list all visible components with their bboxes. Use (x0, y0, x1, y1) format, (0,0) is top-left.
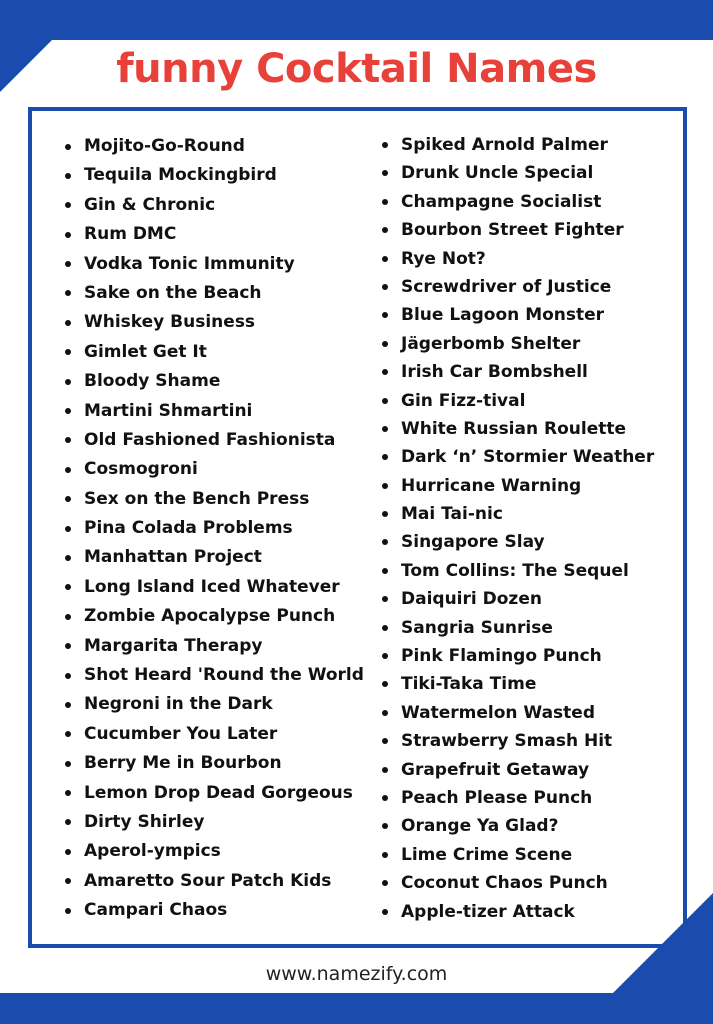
list-item: Long Island Iced Whatever (65, 573, 364, 602)
list-item: Old Fashioned Fashionista (65, 426, 364, 455)
list-item: Tequila Mockingbird (65, 161, 364, 190)
list-item: Spiked Arnold Palmer (382, 131, 654, 159)
list-item: Aperol-ympics (65, 837, 364, 866)
list-item: Tom Collins: The Sequel (382, 557, 654, 585)
list-item: Peach Please Punch (382, 784, 654, 812)
list-item: Martini Shmartini (65, 397, 364, 426)
list-item: Bloody Shame (65, 367, 364, 396)
right-name-list (382, 131, 654, 926)
list-item: Lime Crime Scene (382, 841, 654, 869)
list-item: Daiquiri Dozen (382, 585, 654, 613)
list-item: Cucumber You Later (65, 720, 364, 749)
list-item: Vodka Tonic Immunity (65, 250, 364, 279)
bottom-corner-triangle (613, 893, 713, 993)
list-item: White Russian Roulette (382, 415, 654, 443)
list-item: Champagne Socialist (382, 188, 654, 216)
footer-website: www.namezify.com (265, 963, 448, 985)
left-name-list (65, 132, 364, 926)
list-item: Mai Tai-nic (382, 500, 654, 528)
list-item: Irish Car Bombshell (382, 358, 654, 386)
list-item: Bourbon Street Fighter (382, 216, 654, 244)
list-item: Screwdriver of Justice (382, 273, 654, 301)
list-item: Strawberry Smash Hit (382, 727, 654, 755)
list-item: Gin & Chronic (65, 191, 364, 220)
list-item: Singapore Slay (382, 528, 654, 556)
list-item: Rum DMC (65, 220, 364, 249)
list-item: Berry Me in Bourbon (65, 749, 364, 778)
list-item: Hurricane Warning (382, 472, 654, 500)
names-panel (28, 107, 687, 948)
list-item: Lemon Drop Dead Gorgeous (65, 779, 364, 808)
list-item: Orange Ya Glad? (382, 812, 654, 840)
list-item: Gimlet Get It (65, 338, 364, 367)
list-item: Tiki-Taka Time (382, 670, 654, 698)
list-item: Dark ‘n’ Stormier Weather (382, 443, 654, 471)
list-item: Amaretto Sour Patch Kids (65, 867, 364, 896)
list-item: Cosmogroni (65, 455, 364, 484)
list-item: Pina Colada Problems (65, 514, 364, 543)
list-item: Dirty Shirley (65, 808, 364, 837)
list-item: Grapefruit Getaway (382, 756, 654, 784)
list-item: Gin Fizz-tival (382, 387, 654, 415)
bottom-accent-bar (0, 993, 713, 1024)
list-item: Apple-tizer Attack (382, 898, 654, 926)
list-item: Watermelon Wasted (382, 699, 654, 727)
list-item: Whiskey Business (65, 308, 364, 337)
list-item: Pink Flamingo Punch (382, 642, 654, 670)
list-item: Campari Chaos (65, 896, 364, 925)
top-accent-bar (0, 0, 713, 40)
list-item: Manhattan Project (65, 543, 364, 572)
list-item: Margarita Therapy (65, 632, 364, 661)
list-item: Zombie Apocalypse Punch (65, 602, 364, 631)
list-item: Blue Lagoon Monster (382, 301, 654, 329)
list-item: Drunk Uncle Special (382, 159, 654, 187)
list-item: Sake on the Beach (65, 279, 364, 308)
list-item: Rye Not? (382, 245, 654, 273)
list-item: Jägerbomb Shelter (382, 330, 654, 358)
list-item: Sangria Sunrise (382, 614, 654, 642)
page-title: funny Cocktail Names (116, 46, 597, 92)
list-item: Sex on the Bench Press (65, 485, 364, 514)
list-item: Negroni in the Dark (65, 690, 364, 719)
list-item: Coconut Chaos Punch (382, 869, 654, 897)
list-item: Shot Heard 'Round the World (65, 661, 364, 690)
list-item: Mojito-Go-Round (65, 132, 364, 161)
